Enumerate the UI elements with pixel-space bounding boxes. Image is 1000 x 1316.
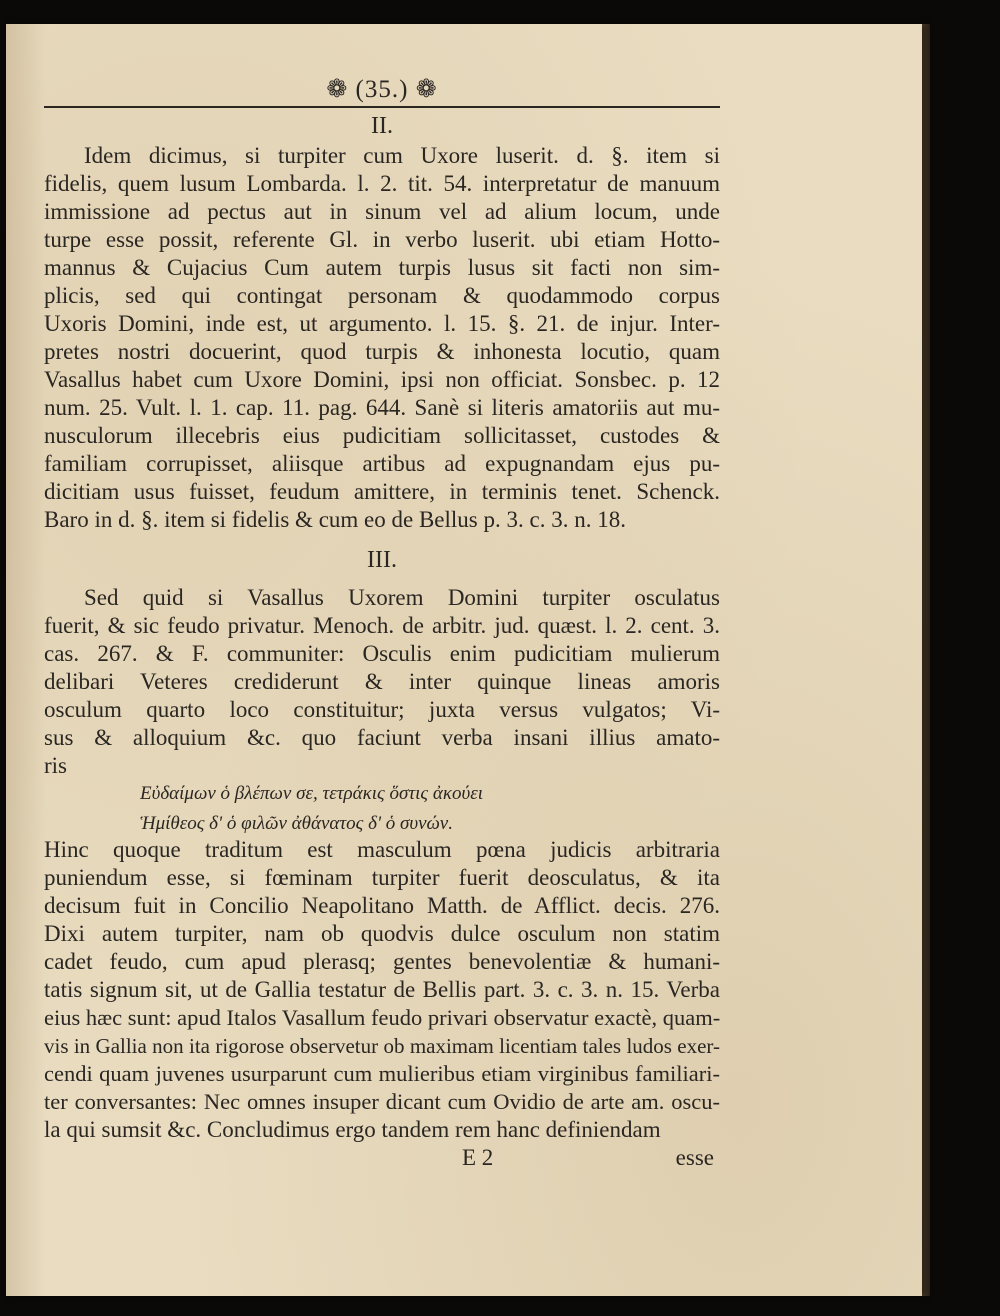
- text-line: fidelis, quem lusum Lombarda. l. 2. tit. 54. interpretatur de manuum: [44, 171, 720, 196]
- text-line: Baro in d. §. item si fidelis & cum eo de Bellus p. 3. c. 3. n. 18.: [44, 507, 626, 532]
- text-line: turpe esse possit, referente Gl. in verbo luserit. ubi etiam Hotto-: [44, 227, 720, 252]
- text-line: cas. 267. & F. communiter: Osculis enim pudicitiam mulierum: [44, 641, 720, 666]
- paragraph-section-iii: [44, 584, 720, 780]
- text-line: familiam corrupisset, aliisque artibus ad expugnandam ejus pu-: [44, 451, 720, 476]
- header-rule: [44, 106, 720, 108]
- paragraph-section-iii-continued: [44, 836, 720, 1144]
- text-line: osculum quarto loco constituitur; juxta versus vulgatos; Vi-: [44, 697, 720, 722]
- text-line: decisum fuit in Concilio Neapolitano Matth. de Afflict. decis. 276.: [44, 893, 720, 918]
- text-line: delibari Veteres crediderunt & inter quinque lineas amoris: [44, 669, 720, 694]
- text-line: Idem dicimus, si turpiter cum Uxore luserit. d. §. item si: [84, 143, 720, 168]
- text-line: fuerit, & sic feudo privatur. Menoch. de arbitr. jud. quæst. l. 2. cent. 3.: [44, 613, 720, 638]
- page-edge: [922, 24, 930, 1296]
- text-line: ter conversantes: Nec omnes insuper dicant cum Ovidio de arte am. oscu-: [44, 1089, 720, 1114]
- text-line: pretes nostri docuerint, quod turpis & inhonesta locutio, quam: [44, 339, 720, 364]
- text-line: immissione ad pectus aut in sinum vel ad alium locum, unde: [44, 199, 720, 224]
- catchword: esse: [675, 1145, 714, 1170]
- section-numeral-iii: III.: [367, 547, 397, 573]
- page-footer: [44, 1144, 720, 1172]
- text-line: vis in Gallia non ita rigorose observetur ob maximam licentiam tales ludos exer-: [44, 1034, 720, 1058]
- text-line: ris: [44, 753, 67, 778]
- text-line: Vasallus habet cum Uxore Domini, ipsi non officiat. Sonsbec. p. 12: [44, 367, 720, 392]
- page-header: [44, 76, 720, 104]
- text-line: Uxoris Domini, inde est, ut argumento. l. 15. §. 21. de injur. Inter-: [44, 311, 720, 336]
- text-line: cendi quam juvenes usurparunt cum mulieribus etiam virginibus familiari-: [44, 1061, 720, 1086]
- text-line: mannus & Cujacius Cum autem turpis lusus sit facti non sim-: [44, 255, 720, 280]
- book-page: [6, 24, 922, 1296]
- page-number: (35.): [355, 76, 409, 103]
- greek-verse-line: Ἡμίθεος δ' ὁ φιλῶν ἀθάνατος δ' ὁ συνών.: [140, 813, 453, 834]
- text-line: nusculorum illecebris eius pudicitiam sollicitasset, custodes &: [44, 423, 720, 448]
- paragraph-section-ii: [44, 142, 720, 534]
- text-line: puniendum esse, si fœminam turpiter fuerit deosculatus, & ita: [44, 865, 720, 890]
- text-line: Dixi autem turpiter, nam ob quodvis dulce osculum non statim: [44, 921, 720, 946]
- text-line: cadet feudo, cum apud plerasq; gentes benevolentiæ & humani-: [44, 949, 720, 974]
- text-line: dicitiam usus fuisset, feudum amittere, in terminis tenet. Schenck.: [44, 479, 720, 504]
- flower-ornament-right-icon: ❁: [415, 76, 438, 103]
- text-line: la qui sumsit &c. Concludimus ergo tandem rem hanc definiendam: [44, 1117, 661, 1142]
- greek-verse-line: Εὐδαίμων ὁ βλέπων σε, τετράκις ὅστις ἀκούει: [140, 783, 483, 804]
- greek-verse: [140, 779, 560, 839]
- text-line: sus & alloquium &c. quo faciunt verba insani illius amato-: [44, 725, 720, 750]
- text-line: eius hæc sunt: apud Italos Vasallum feudo privari observatur exactè, quam-: [44, 1005, 721, 1030]
- signature-mark: E 2: [462, 1145, 494, 1170]
- text-line: Sed quid si Vasallus Uxorem Domini turpiter osculatus: [84, 585, 720, 610]
- section-numeral-ii: II.: [371, 113, 393, 139]
- text-line: Hinc quoque traditum est masculum pœna judicis arbitraria: [44, 837, 720, 862]
- text-line: tatis signum sit, ut de Gallia testatur de Bellis part. 3. c. 3. n. 15. Verba: [44, 977, 720, 1002]
- text-line: plicis, sed qui contingat personam & quodammodo corpus: [44, 283, 720, 308]
- text-line: num. 25. Vult. l. 1. cap. 11. pag. 644. Sanè si literis amatoriis aut mu-: [44, 395, 720, 420]
- flower-ornament-left-icon: ❁: [326, 76, 349, 103]
